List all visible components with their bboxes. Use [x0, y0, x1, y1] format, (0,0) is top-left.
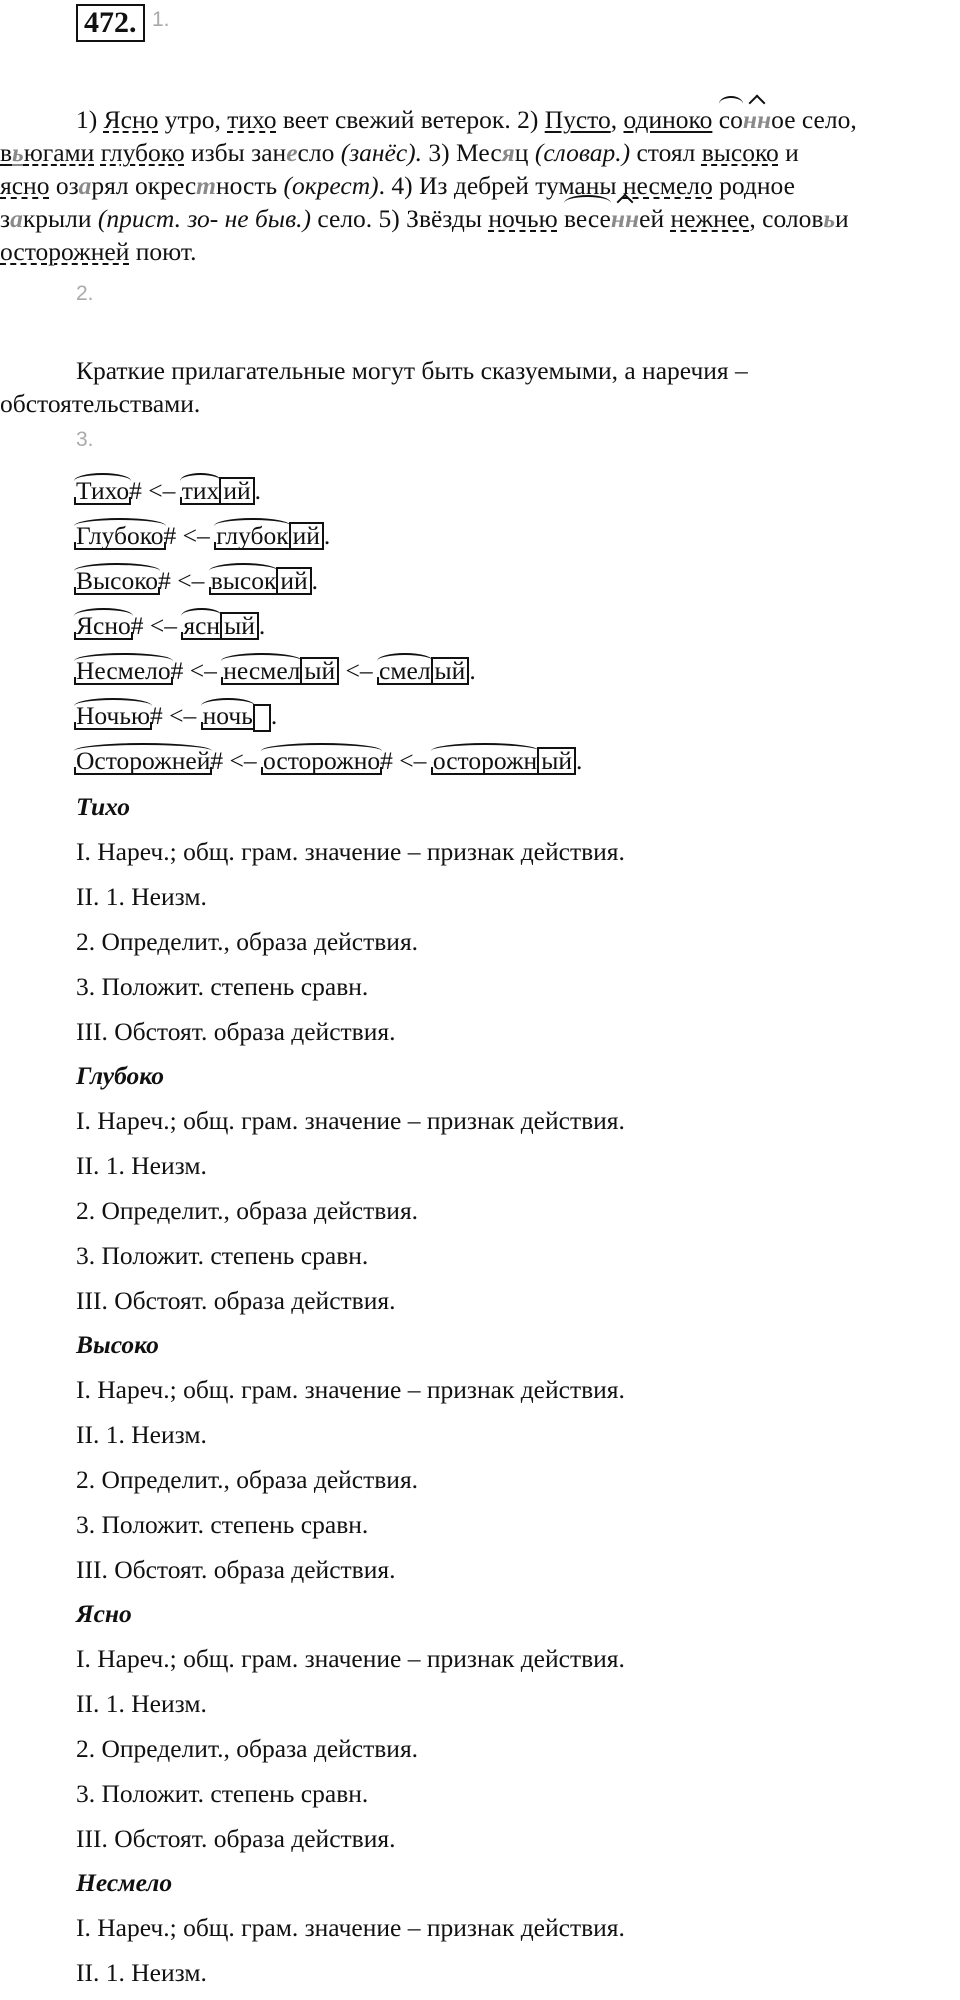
text-line-4: закрыли (прист. зо- не быв.) село. 5) Звёзды ночью весенней нежнее, соловьи — [0, 204, 849, 233]
part-3-label: 3. — [76, 428, 94, 451]
part-2-line-2: обстоятельствами. — [0, 389, 201, 418]
analysis-heading: Ясно — [76, 1599, 132, 1628]
morph-row-vysoko: Высоко# <– высок ий . — [76, 558, 956, 603]
word-ostorozhney: осторожней — [0, 237, 130, 266]
analysis-tikho: Тихо I. Нареч.; общ. грам. значение – признак действия. II. 1. Неизм. 2. Определит., образа действия. 3. Положит. степень сравн. III. Обстоят. образа действия. — [76, 785, 936, 1054]
text-line-3: ясно озарял окрестность (окрест). 4) Из дебрей туманы несмело родное — [0, 171, 795, 200]
suffix-nn: нн — [742, 105, 772, 134]
word-nesmelo: несмело — [622, 171, 713, 200]
ending-box: ый — [537, 747, 576, 775]
analysis-heading: Глубоко — [76, 1061, 164, 1090]
zero-ending-box — [253, 704, 271, 732]
ending-box: ый — [220, 612, 259, 640]
morph-row-gluboko: Глубоко# <– глубок ий . — [76, 513, 956, 558]
morph-row-ostorozhney: Осторожней# <– осторожно# <– осторожн ый . — [76, 738, 956, 783]
ending-box: ий — [219, 477, 254, 505]
analysis-nesmelo: Несмело I. Нареч.; общ. грам. значение – признак действия. II. 1. Неизм. — [76, 1861, 936, 1995]
morph-row-tikho: Тихо# <– тих ий . — [76, 468, 956, 513]
part-2-line-1: Краткие прилагательные могут быть сказуемыми, а наречия – — [76, 356, 748, 385]
ending-box: ый — [431, 657, 470, 685]
word-pusto: Пусто — [544, 105, 611, 134]
morph-row-yasno: Ясно# <– ясн ый . — [76, 603, 956, 648]
text-line-1: 1) Ясно утро, тихо веет свежий ветерок. 2) Пусто, одиноко сонное село, — [76, 105, 857, 134]
part-2-label: 2. — [76, 282, 94, 305]
morph-row-nochyu: Ночью# <– ночь . — [76, 693, 956, 738]
text-line-5: осторожней поют. — [0, 237, 197, 266]
root-vesen: весе — [564, 204, 611, 233]
exercise-number: 472. — [76, 4, 145, 42]
analysis-yasno: Ясно I. Нареч.; общ. грам. значение – признак действия. II. 1. Неизм. 2. Определит., образа действия. 3. Положит. степень сравн. III. Обстоят. образа действия. — [76, 1592, 936, 1861]
ending-box: ый — [300, 657, 339, 685]
ending-box: ий — [276, 567, 311, 595]
text-line-2: вьюгами глубоко избы занесло (занёс). 3) Месяц (словар.) стоял высоко и — [0, 138, 799, 167]
part-1-label: 1. — [152, 8, 170, 31]
analysis-heading: Несмело — [76, 1868, 173, 1897]
ending-box: ий — [289, 522, 324, 550]
word-nezhnee: нежнее — [670, 204, 750, 233]
root-son: со — [718, 105, 743, 134]
analysis-heading: Высоко — [76, 1330, 159, 1359]
part-2-text — [0, 354, 952, 420]
word-gluboko: глубоко — [100, 138, 185, 167]
word-yasno-2: ясно — [0, 171, 50, 200]
soft-sign: ь — [12, 138, 24, 167]
morpheme-analysis — [76, 468, 956, 783]
part-1-text — [0, 103, 952, 268]
word-nochyu: ночью — [488, 204, 558, 233]
word-analyses — [76, 785, 936, 1995]
word-vysoko: высоко — [701, 138, 779, 167]
morph-row-nesmelo: Несмело# <– несмел ый <– смел ый . — [76, 648, 956, 693]
analysis-gluboko: Глубоко I. Нареч.; общ. грам. значение – признак действия. II. 1. Неизм. 2. Определит., образа действия. 3. Положит. степень сравн. III. Обстоят. образа действия. — [76, 1054, 936, 1323]
analysis-vysoko: Высоко I. Нареч.; общ. грам. значение – признак действия. II. 1. Неизм. 2. Определит., образа действия. 3. Положит. степень сравн. III. Обстоят. образа действия. — [76, 1323, 936, 1592]
word-yasno: Ясно — [103, 105, 159, 134]
word-odinoko: одиноко — [623, 105, 713, 134]
analysis-heading: Тихо — [76, 792, 131, 821]
word-tikho: тихо — [227, 105, 277, 134]
